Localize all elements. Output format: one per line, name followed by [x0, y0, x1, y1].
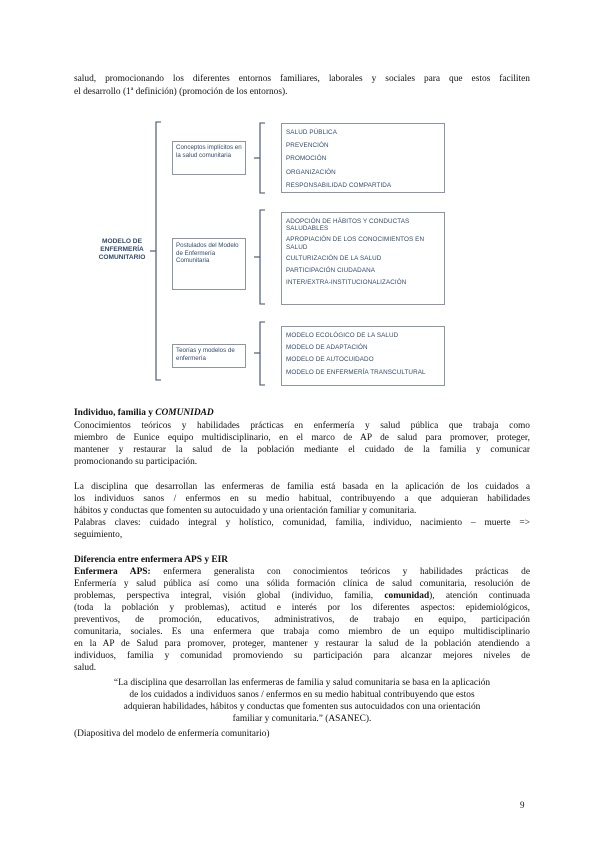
quote-line: de los cuidados a individuos sanos / enfermos en su medio habitual contribuyendo que estos [129, 690, 475, 700]
item: MODELO DE ENFERMERÍA TRANSCULTURAL [286, 368, 426, 376]
item: ORGANIZACIÓN [286, 168, 336, 176]
item: PREVENCIÓN [286, 142, 329, 150]
section2-line: (toda la población y problemas), actitud e interés por los diferentes aspectos: epidemiológicos, [74, 603, 530, 613]
section2-line: preventivos, de promoción, educativos, administrativos, de trabajo en equipo, participación [74, 615, 530, 625]
intro-line-2: el desarrollo (1ª definición) (promoción de los entornos). [74, 87, 288, 97]
para1-line: mantener y restaurar la salud de la población mediante el cuidado de la familia y comunicar [74, 445, 530, 455]
concept-box-3: Teorías y modelos de enfermería [172, 344, 246, 368]
section2-line-1 [74, 566, 530, 578]
para2-line: La disciplina que desarrollan las enfermeras de familia está basada en la aplicación de los cuidados a [74, 482, 530, 492]
items-box-2 [281, 212, 445, 305]
item: CULTURIZACIÓN DE LA SALUD [286, 254, 382, 262]
bold-word: comunidad [384, 591, 430, 601]
section2-line: Enfermería y salud pública así como una sólida formación clínica de salud comunitaria, resolución de [74, 579, 530, 589]
section2-line: en la AP de Salud para promover, proteger, mantener y restaurar la salud de la población atendiendo a [74, 639, 530, 649]
quote-line: familiar y comunitaria.” (ASANEC). [232, 714, 372, 724]
item: INTER/EXTRA-INSTITUCIONALIZACIÓN [286, 279, 407, 287]
item: MODELO ECOLÓGICO DE LA SALUD [286, 332, 399, 339]
section2-line: individuos, familia y comunidad promoviendo su participación para alcanzar mejores niveles de [74, 651, 530, 661]
bracket-3 [260, 322, 265, 385]
items-box-3 [281, 326, 445, 386]
items-box-1 [281, 123, 445, 193]
para2-line: seguimiento, [74, 530, 123, 540]
item: PARTICIPACIÓN CIUDADANA [286, 267, 376, 275]
concept-box-2: Postulados del Modelo de Enfermería Comunitaria [172, 238, 246, 290]
bracket-1 [260, 123, 265, 193]
main-bracket [156, 122, 161, 380]
para2-line: hábitos y conductas que fomenten su autocuidado y una orientación familiar y comunitaria. [74, 506, 417, 516]
quote-line: “La disciplina que desarrollan las enfermeras de familia y salud comunitaria se basa en la aplicación [113, 678, 491, 688]
item: MODELO DE ADAPTACIÓN [286, 344, 368, 352]
concept-box-1: Conceptos implícitos en la salud comunitaria [172, 141, 246, 175]
item: APROPIACIÓN DE LOS CONOCIMIENTOS EN SALUD [286, 236, 425, 251]
item: RESPONSABILIDAD COMPARTIDA [286, 181, 392, 189]
section2-line [74, 590, 530, 602]
para1-line: Conocimientos teóricos y habilidades prácticas en enfermería y salud pública que trabaja como [74, 421, 530, 431]
item: MODELO DE AUTOCUIDADO [286, 356, 374, 364]
heading-emphasis: COMUNIDAD [155, 408, 214, 418]
section2-heading: Diferencia entre enfermera APS y EIR [74, 555, 229, 565]
item: ADOPCIÓN DE HÁBITOS Y CONDUCTAS SALUDABLES [286, 218, 410, 233]
para1-line: promocionando su participación. [74, 457, 198, 467]
line-text: problemas, perspectiva integral, visión global (individuo, familia, [74, 591, 385, 601]
line-text: enfermera generalista con conocimientos teóricos y habilidades prácticas de [150, 567, 530, 577]
intro-line-1: salud, promocionando los diferentes entornos familiares, laborales y sociales para que estos faciliten [74, 74, 530, 84]
section1-heading [74, 407, 214, 419]
page-number: 9 [520, 800, 525, 810]
bracket-2 [260, 210, 265, 304]
lead-bold: Enfermera APS: [74, 567, 151, 577]
model-label: MODELO DE ENFERMERÍA COMUNITARIO [98, 238, 146, 262]
para2-line: los individuos sanos / enfermos en su medio habitual, contribuyendo a que adquieran habilidades [74, 494, 530, 504]
section2-line: comunitaria, sociales. Es una enfermera que trabaja como miembro de un equipo multidisciplinario [74, 627, 530, 637]
section2-line: salud. [74, 663, 97, 673]
para1-line: miembro de Eunice equipo multidisciplinario, en el marco de AP de salud para promover, proteger, [74, 433, 530, 443]
para2-line: Palabras claves: cuidado integral y holístico, comunidad, familia, individuo, nacimiento – muerte => [74, 518, 530, 528]
item: PROMOCIÓN [286, 155, 327, 163]
quote-line: adquieran habilidades, hábitos y conductas que fomenten sus autocuidados con una orientación [123, 702, 481, 712]
item: SALUD PÚBLICA [286, 129, 337, 136]
slide-note: (Diapositiva del modelo de enfermería comunitario) [74, 729, 270, 739]
line-text: ), atención continuada [429, 591, 530, 601]
heading-prefix: Individuo, familia y [74, 408, 156, 418]
